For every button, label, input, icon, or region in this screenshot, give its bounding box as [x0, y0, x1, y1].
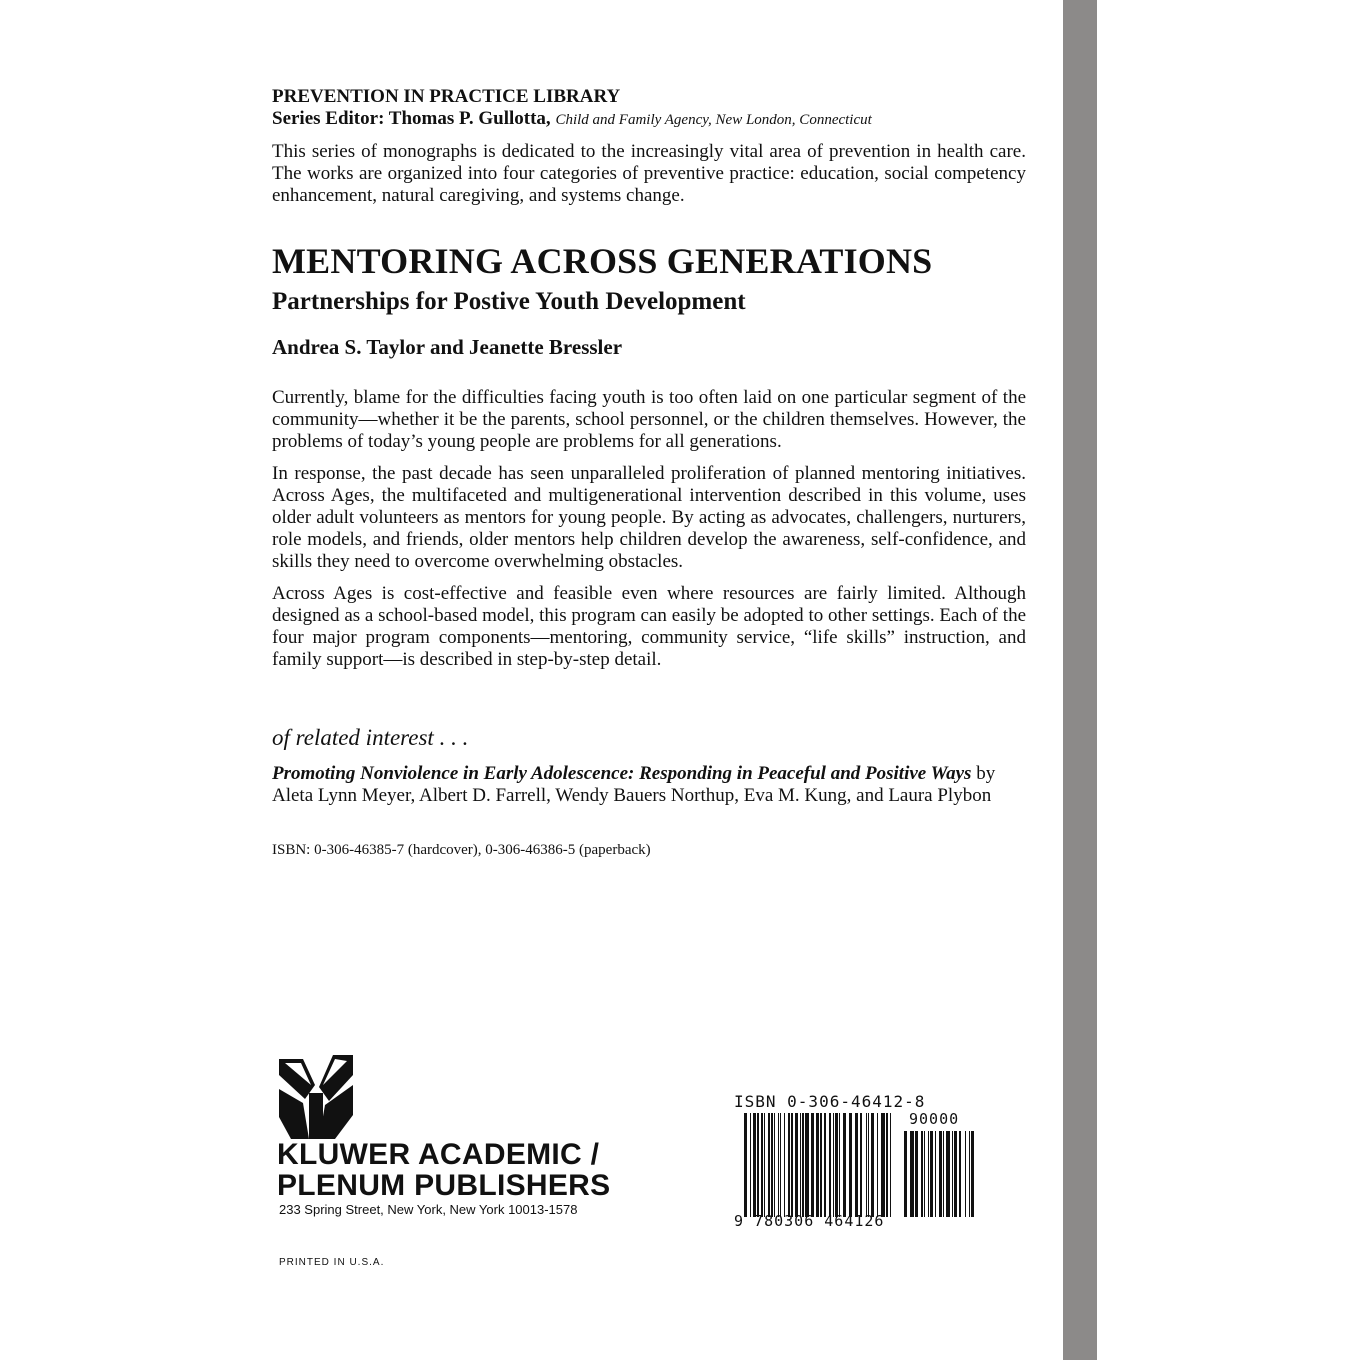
publisher-name	[277, 1139, 610, 1201]
book-title: MENTORING ACROSS GENERATIONS	[272, 241, 933, 281]
barcode-bar	[943, 1131, 944, 1217]
barcode-bar	[915, 1131, 918, 1217]
barcode-bar	[802, 1113, 804, 1217]
barcode-bar	[890, 1113, 891, 1217]
series-name: PREVENTION IN PRACTICE LIBRARY	[272, 86, 621, 107]
barcode-bar	[788, 1113, 790, 1217]
barcode-price-code: 90000	[909, 1110, 960, 1128]
barcode-bar	[868, 1113, 869, 1217]
barcode-bar	[757, 1113, 759, 1217]
barcode-bar	[805, 1113, 809, 1217]
barcode-bar	[930, 1131, 933, 1217]
barcode-bar	[910, 1131, 914, 1217]
barcode-ean-digits: 9 780306 464126	[734, 1212, 885, 1230]
barcode-bar	[952, 1131, 953, 1217]
barcode-bar	[965, 1131, 966, 1217]
barcode-isbn-text: ISBN 0-306-46412-8	[734, 1092, 926, 1111]
barcode-bar	[860, 1113, 862, 1217]
barcode-bar	[800, 1113, 801, 1217]
back-cover-content	[272, 86, 1026, 858]
series-description: This series of monographs is dedicated to the increasingly vital area of prevention in health care. The works are organized into four categories of preventive practice: education, social competency enhancement, natural caregiving, and systems change.	[272, 141, 1026, 206]
barcode-bar	[835, 1113, 838, 1217]
description-paragraph: Across Ages is cost-effective and feasible even where resources are fairly limited. Although designed as a school-based model, this program can easily be adopted to other settings. Each of the four major program components—mentoring, community service, “life skills” instruction, and family support—is described in step-by-step detail.	[272, 583, 1026, 670]
barcode-bar	[750, 1113, 751, 1217]
barcode-bar	[946, 1131, 950, 1217]
book-description	[272, 387, 1026, 671]
related-book-authors: by Aleta Lynn Meyer, Albert D. Farrell, Wendy Bauers Northup, Eva M. Kung, and Laura Plybon	[272, 763, 996, 806]
related-book-isbn: ISBN: 0-306-46385-7 (hardcover), 0-306-46386-5 (paperback)	[272, 842, 651, 858]
barcode-bar	[954, 1131, 957, 1217]
barcode-bar	[824, 1113, 826, 1217]
ean-barcode	[744, 1113, 894, 1217]
barcode-bar	[791, 1113, 793, 1217]
addon-barcode	[904, 1131, 976, 1217]
barcode-bar	[904, 1131, 907, 1217]
barcode-bar	[881, 1113, 885, 1217]
barcode-bar	[771, 1113, 773, 1217]
barcode-bar	[780, 1113, 781, 1217]
barcode-bar	[816, 1113, 819, 1217]
barcode-bar	[871, 1113, 874, 1217]
related-book-title: Promoting Nonviolence in Early Adolescence: Responding in Peaceful and Positive Ways	[272, 763, 972, 784]
barcode-bar	[843, 1113, 846, 1217]
publisher-name-line2: PLENUM PUBLISHERS	[277, 1169, 611, 1202]
barcode-bar	[839, 1113, 840, 1217]
barcode-bar	[855, 1113, 858, 1217]
book-spine-edge	[1063, 0, 1097, 1360]
barcode-bar	[959, 1131, 961, 1217]
barcode-bar	[744, 1113, 747, 1217]
barcode-bar	[886, 1113, 888, 1217]
barcode-bar	[764, 1113, 765, 1217]
publisher-address: 233 Spring Street, New York, New York 10013-1578	[279, 1202, 578, 1217]
barcode-bar	[928, 1131, 929, 1217]
barcode-bar	[829, 1113, 831, 1217]
barcode-bar	[971, 1131, 974, 1217]
barcode-bar	[833, 1113, 834, 1217]
publisher-name-line1: KLUWER ACADEMIC /	[277, 1138, 600, 1171]
barcode-bar	[795, 1113, 798, 1217]
barcode-bar	[761, 1113, 763, 1217]
barcode-bar	[768, 1113, 770, 1217]
series-editor-label: Series Editor: Thomas P. Gullotta,	[272, 108, 551, 129]
related-interest-heading: of related interest . . .	[272, 725, 469, 750]
barcode-bar	[939, 1131, 942, 1217]
book-subtitle: Partnerships for Postive Youth Development	[272, 288, 746, 315]
barcode-bar	[811, 1113, 814, 1217]
barcode-bar	[969, 1131, 970, 1217]
barcode-bar	[924, 1131, 925, 1217]
barcode-bar	[849, 1113, 852, 1217]
related-book-entry	[272, 763, 1026, 807]
barcode-bar	[753, 1113, 756, 1217]
series-editor	[272, 108, 1026, 131]
barcode-bar	[877, 1113, 878, 1217]
barcode-bar	[774, 1113, 775, 1217]
book-authors: Andrea S. Taylor and Jeanette Bressler	[272, 335, 623, 359]
description-paragraph: Currently, blame for the difficulties facing youth is too often laid on one particular segment of the community—whether it be the parents, school personnel, or the children themselves. However, the problems of today’s young people are problems for all generations.	[272, 387, 1026, 452]
description-paragraph: In response, the past decade has seen unparalleled proliferation of planned mentoring initiatives. Across Ages, the multifaceted and multigenerational intervention described in this volume, uses older adult volunteers as mentors for young people. By acting as advocates, challengers, nurturers, role models, and friends, older mentors help children develop the awareness, self-confidence, and skills they need to overcome overwhelming obstacles.	[272, 463, 1026, 572]
series-editor-affiliation: Child and Family Agency, New London, Connecticut	[555, 112, 872, 128]
printed-in-label: PRINTED IN U.S.A.	[279, 1257, 385, 1268]
barcode-bar	[935, 1131, 936, 1217]
barcode-bar	[820, 1113, 822, 1217]
kluwer-logo-icon	[279, 1055, 353, 1139]
barcode-bar	[921, 1131, 923, 1217]
barcode-bar	[784, 1113, 785, 1217]
barcode-bar	[866, 1113, 867, 1217]
barcode-bar	[778, 1113, 779, 1217]
